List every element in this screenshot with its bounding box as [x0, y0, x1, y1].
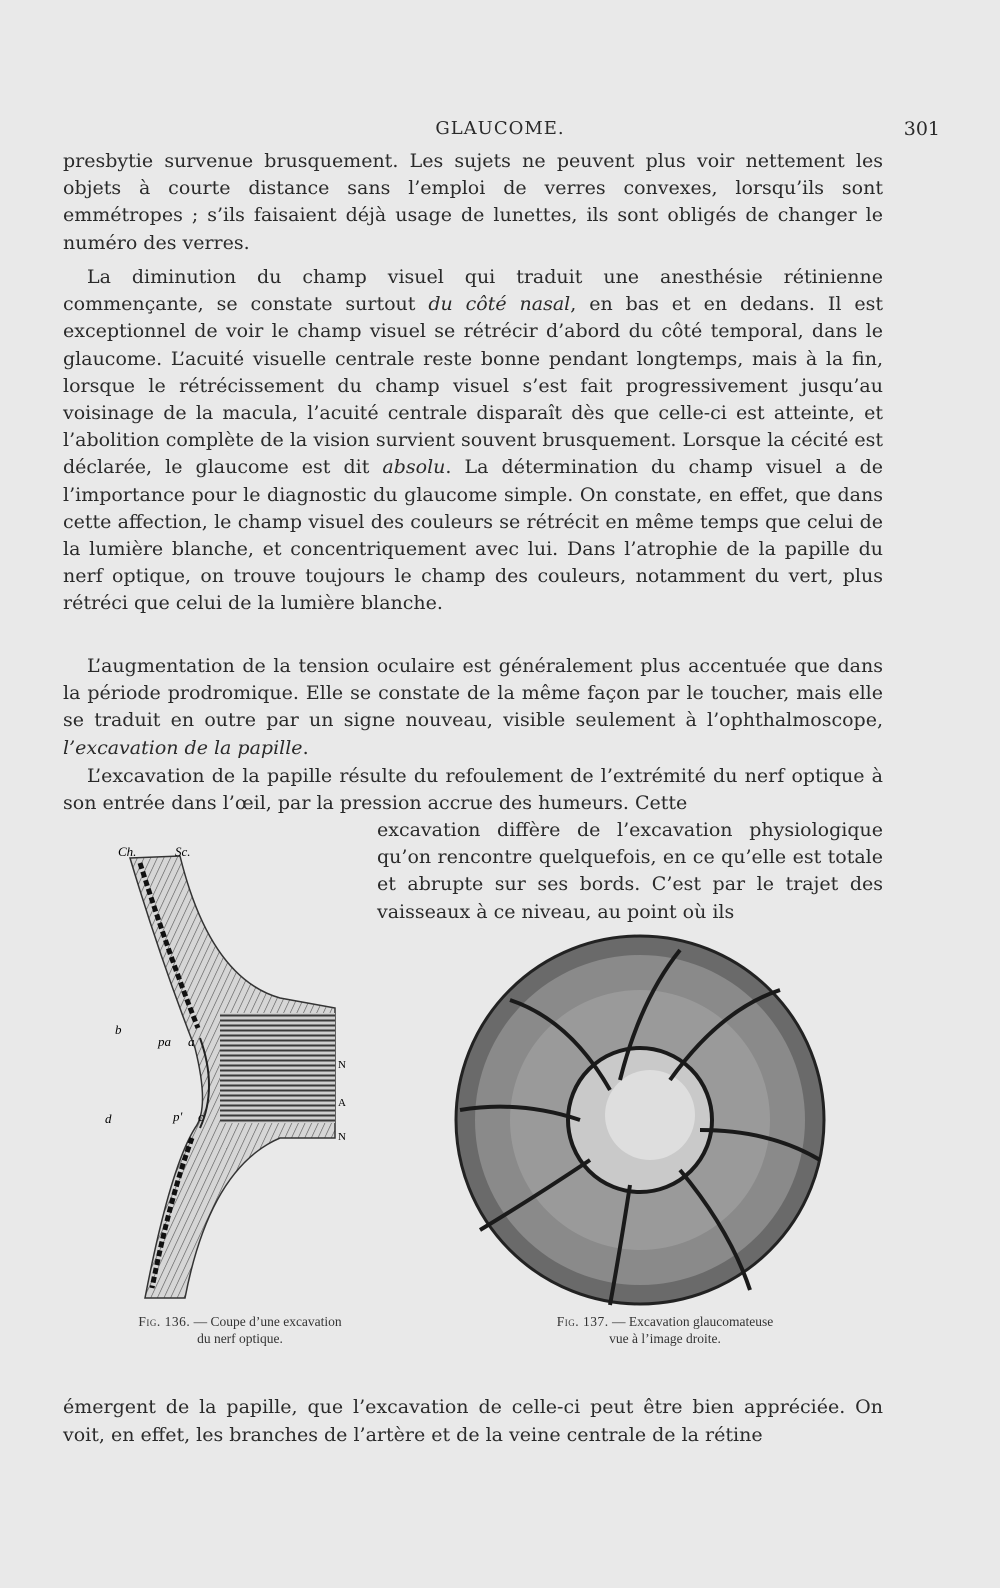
- figure-136-caption-number: Fig. 136.: [138, 1314, 191, 1329]
- fig136-label-b: b: [115, 1022, 122, 1037]
- fig136-label-n1: N: [338, 1059, 346, 1071]
- fig136-label-ch: Ch.: [118, 844, 137, 859]
- figure-136-caption: [90, 1313, 390, 1347]
- paragraph-5: émergent de la papille, que l’excavation de celle-ci peut être bien appréciée. On voit, en effet, les branches de l’artère et de la veine centrale de la rétine: [63, 1396, 883, 1446]
- paragraph-3: [63, 653, 883, 762]
- paragraph-2: [63, 264, 883, 618]
- figure-137-caption-line2: vue à l’image droite.: [609, 1331, 721, 1346]
- running-header: [60, 118, 940, 144]
- figure-137-glaucomatous-excavation: [450, 930, 830, 1310]
- paragraph-1: presbytie survenue brusquement. Les sujets ne peuvent plus voir nettement les objets à courte distance sans l’emploi de verres convexes, lorsqu’ils sont emmétropes ; s’ils faisaient déjà usage de lunettes, ils sont obligés de changer le numéro des verres.: [63, 150, 883, 254]
- running-title: GLAUCOME.: [435, 118, 565, 139]
- fig136-label-pc: p': [173, 1109, 183, 1124]
- paragraph-2-text-b: , en bas et en dedans. Il est exceptionnel de voir le champ visuel se rétrécir d’abord du côté temporal, dans le glaucome. L’acuité visuelle centrale reste bonne pendant longtemps, mais à la fin, lorsque le rétrécissement du champ visuel s’est fait progressivement jusqu’au voisinage de la macula, l’acuité centrale disparaît dès que celle-ci est atteinte, et l’abolition complète de la vision survient souvent brusquement. Lorsque la cécité est déclarée, le glaucome est dit: [63, 293, 883, 479]
- paragraph-4-wrap: excavation diffère de l’excavation physiologique qu’on rencontre quelquefois, en ce qu’elle est totale et abrupte sur ses bords. C’est par le trajet des vaisseaux à ce niveau, au point où ils: [377, 819, 883, 923]
- page-number: 301: [903, 118, 940, 140]
- fig136-label-a2: A: [338, 1097, 346, 1109]
- figure-137-caption-number: Fig. 137.: [556, 1314, 609, 1329]
- paragraph-3-text-b: .: [302, 736, 309, 759]
- fig136-label-n2: N: [338, 1131, 346, 1143]
- figure-136-caption-line2: du nerf optique.: [197, 1331, 283, 1346]
- figure-137-caption-text: — Excavation glaucomateuse: [612, 1314, 774, 1329]
- fig136-label-c: c: [198, 1109, 204, 1124]
- figure-136-optic-nerve-section: [100, 838, 370, 1308]
- fig136-label-sc: Sc.: [175, 844, 191, 859]
- paragraph-2-emphasis-absolu: absolu: [382, 456, 446, 479]
- fig136-label-d: d: [105, 1111, 112, 1126]
- paragraph-3-text-a: L’augmentation de la tension oculaire est généralement plus accentuée que dans la période prodromique. Elle se constate de la même façon par le toucher, mais elle se traduit en outre par un signe nouveau, visible seulement à l’ophthalmoscope,: [63, 655, 883, 732]
- paragraph-4: L’excavation de la papille résulte du refoulement de l’extrémité du nerf optique à son entrée dans l’œil, par la pression accrue des humeurs. Cette: [63, 765, 883, 815]
- figure-136-caption-text: — Coupe d’une excavation: [193, 1314, 342, 1329]
- figure-137-caption: [500, 1313, 830, 1347]
- paragraph-2-text-c: . La détermination du champ visuel a de l’importance pour le diagnostic du glaucome simple. On constate, en effet, que dans cette affection, le champ visuel des couleurs se rétrécit en même temps que celui de la lumière blanche, et concentriquement avec lui. Dans l’atrophie de la papille du nerf optique, on trouve toujours le champ des couleurs, notamment du vert, plus rétréci que celui de la lumière blanche.: [63, 456, 883, 615]
- paragraph-3-emphasis: l’excavation de la papille: [63, 736, 303, 759]
- paragraph-2-emphasis-nasal: du côté nasal: [428, 293, 571, 316]
- paragraph-2-text-a: La diminution du champ visuel qui traduit une anesthésie rétinienne commençante, se constate surtout: [63, 266, 883, 316]
- fig136-label-pa: pa: [158, 1034, 171, 1049]
- fig136-label-a: a: [188, 1034, 195, 1049]
